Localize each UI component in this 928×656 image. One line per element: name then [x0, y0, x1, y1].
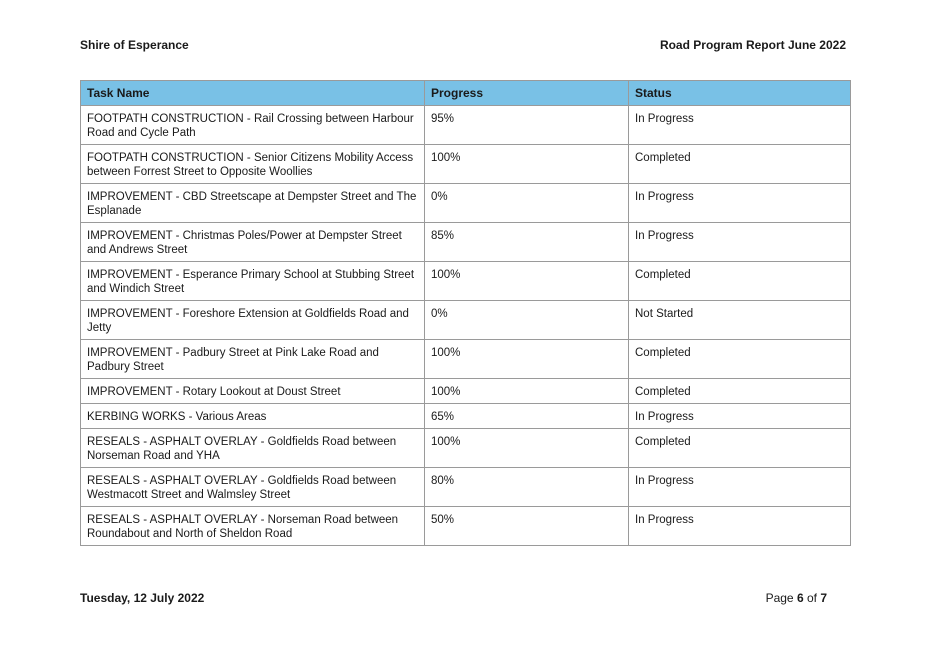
progress-cell: 65% [425, 404, 629, 429]
progress-cell: 85% [425, 223, 629, 262]
status-cell: In Progress [629, 404, 851, 429]
table-row [81, 340, 851, 379]
status-cell: Completed [629, 340, 851, 379]
status-cell: Completed [629, 262, 851, 301]
status-cell: Completed [629, 145, 851, 184]
table-row [81, 301, 851, 340]
table-row [81, 262, 851, 301]
status-cell: In Progress [629, 507, 851, 546]
table-row [81, 404, 851, 429]
page-prefix: Page [765, 591, 797, 605]
page-number [766, 591, 827, 605]
table-row [81, 184, 851, 223]
status-cell: In Progress [629, 468, 851, 507]
progress-cell: 100% [425, 145, 629, 184]
report-date: Tuesday, 12 July 2022 [80, 591, 205, 605]
column-header-task-name: Task Name [81, 81, 425, 106]
task-name-cell: RESEALS - ASPHALT OVERLAY - Norseman Road between Roundabout and North of Sheldon Road [81, 507, 425, 546]
road-program-table [80, 80, 851, 546]
column-header-progress: Progress [425, 81, 629, 106]
task-name-cell: IMPROVEMENT - Rotary Lookout at Doust Street [81, 379, 425, 404]
report-title: Road Program Report June 2022 [659, 38, 846, 52]
status-cell: In Progress [629, 106, 851, 145]
task-name-cell: KERBING WORKS - Various Areas [81, 404, 425, 429]
status-cell: In Progress [629, 184, 851, 223]
table-row [81, 145, 851, 184]
task-name-cell: FOOTPATH CONSTRUCTION - Senior Citizens Mobility Access between Forrest Street to Opposite Woollies [81, 145, 425, 184]
table-row [81, 468, 851, 507]
progress-cell: 100% [425, 340, 629, 379]
table-row [81, 106, 851, 145]
progress-cell: 100% [425, 429, 629, 468]
progress-cell: 80% [425, 468, 629, 507]
progress-cell: 0% [425, 301, 629, 340]
table-header-row [81, 81, 851, 106]
task-name-cell: RESEALS - ASPHALT OVERLAY - Goldfields Road between Norseman Road and YHA [81, 429, 425, 468]
status-cell: In Progress [629, 223, 851, 262]
table-row [81, 223, 851, 262]
progress-cell: 0% [425, 184, 629, 223]
total-pages: 7 [820, 591, 827, 605]
task-name-cell: IMPROVEMENT - CBD Streetscape at Dempster Street and The Esplanade [81, 184, 425, 223]
table-row [81, 379, 851, 404]
status-cell: Completed [629, 429, 851, 468]
table-row [81, 429, 851, 468]
task-name-cell: FOOTPATH CONSTRUCTION - Rail Crossing between Harbour Road and Cycle Path [81, 106, 425, 145]
status-cell: Not Started [629, 301, 851, 340]
current-page: 6 [796, 591, 804, 605]
task-name-cell: RESEALS - ASPHALT OVERLAY - Goldfields Road between Westmacott Street and Walmsley Street [81, 468, 425, 507]
progress-cell: 50% [425, 507, 629, 546]
organisation-name: Shire of Esperance [80, 38, 189, 52]
column-header-status: Status [629, 81, 851, 106]
task-name-cell: IMPROVEMENT - Foreshore Extension at Goldfields Road and Jetty [81, 301, 425, 340]
page-of: of [803, 591, 821, 605]
task-name-cell: IMPROVEMENT - Christmas Poles/Power at Dempster Street and Andrews Street [81, 223, 425, 262]
task-name-cell: IMPROVEMENT - Esperance Primary School at Stubbing Street and Windich Street [81, 262, 425, 301]
progress-cell: 95% [425, 106, 629, 145]
progress-cell: 100% [425, 262, 629, 301]
status-cell: Completed [629, 379, 851, 404]
table-row [81, 507, 851, 546]
task-name-cell: IMPROVEMENT - Padbury Street at Pink Lake Road and Padbury Street [81, 340, 425, 379]
progress-cell: 100% [425, 379, 629, 404]
